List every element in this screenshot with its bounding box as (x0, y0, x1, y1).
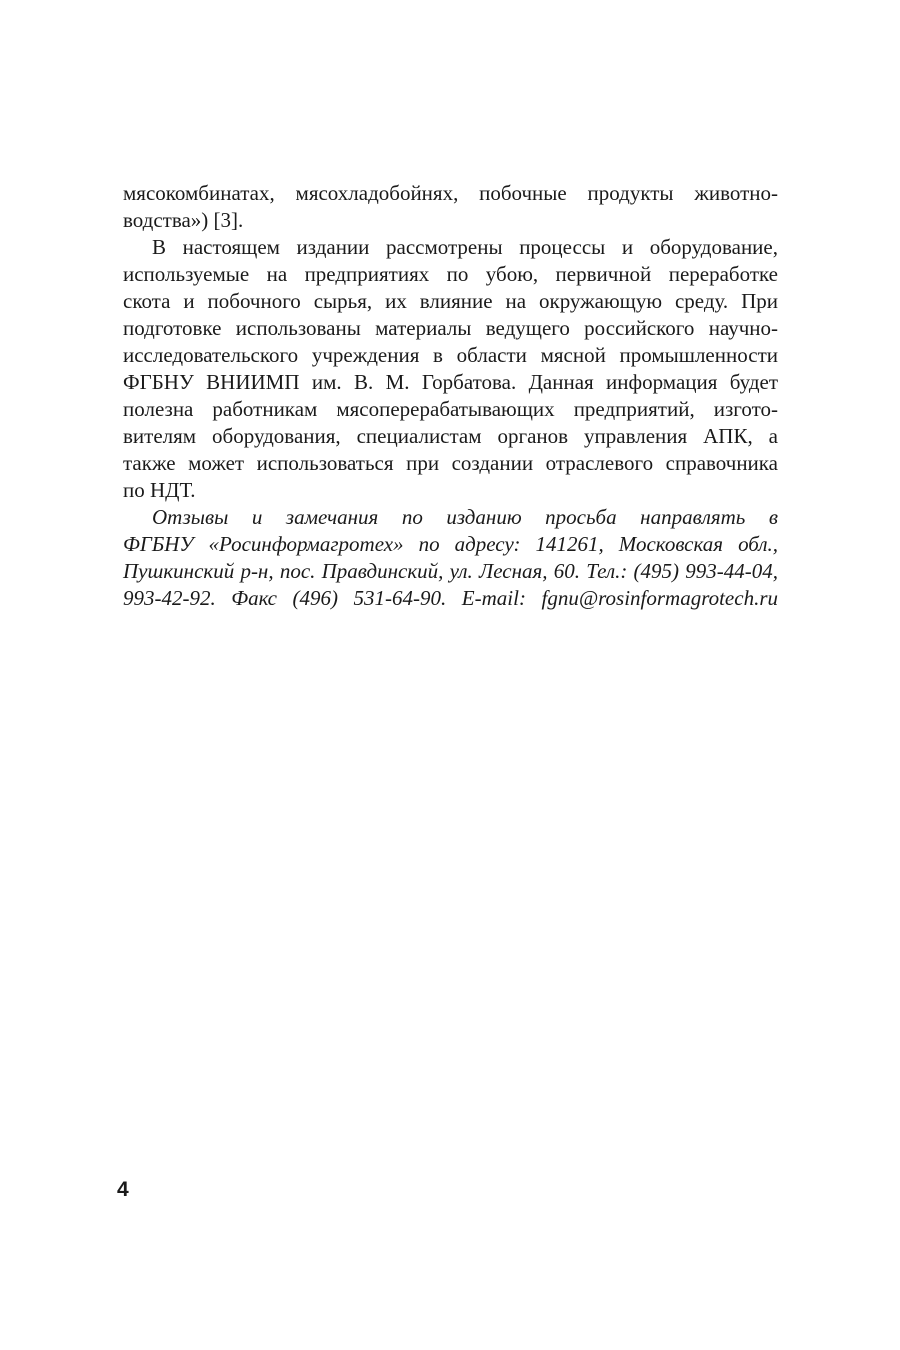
paragraph-2-line-10: по НДТ. (123, 478, 196, 502)
paragraph-2-line-9: также может использоваться при создании отраслевого справочника (123, 451, 778, 475)
paragraph-2-line-1: В настоящем издании рассмотрены процессы и оборудование, (152, 235, 778, 259)
paragraph-1-line-1: мясокомбинатах, мясохладобойнях, побочные продукты животно- (123, 181, 778, 205)
paragraph-2-line-8: вителям оборудования, специалистам органов управления АПК, а (123, 424, 778, 448)
page-number: 4 (117, 1178, 129, 1201)
paragraph-2-line-2: используемые на предприятиях по убою, первичной переработке (123, 262, 778, 286)
body-text (123, 180, 778, 612)
paragraph-2-line-3: скота и побочного сырья, их влияние на окружающую среду. При (123, 289, 778, 313)
contact-paragraph-line-1: Отзывы и замечания по изданию просьба направлять в (152, 505, 778, 529)
paragraph-1-line-2: водства») [3]. (123, 208, 244, 232)
paragraph-2-line-4: подготовке использованы материалы ведущего российского научно- (123, 316, 778, 340)
contact-paragraph-line-3: Пушкинский р-н, пос. Правдинский, ул. Лесная, 60. Тел.: (495) 993-44-04, (123, 559, 778, 583)
paragraph-2-line-7: полезна работникам мясоперерабатывающих предприятий, изгото- (123, 397, 778, 421)
paragraph-2-line-5: исследовательского учреждения в области мясной промышленности (123, 343, 778, 367)
contact-paragraph-line-2: ФГБНУ «Росинформагротех» по адресу: 141261, Московская обл., (123, 532, 778, 556)
contact-paragraph-line-4: 993-42-92. Факс (496) 531-64-90. E-mail: fgnu@rosinformagrotech.ru (123, 586, 778, 610)
paragraph-2-line-6: ФГБНУ ВНИИМП им. В. М. Горбатова. Данная информация будет (123, 370, 778, 394)
